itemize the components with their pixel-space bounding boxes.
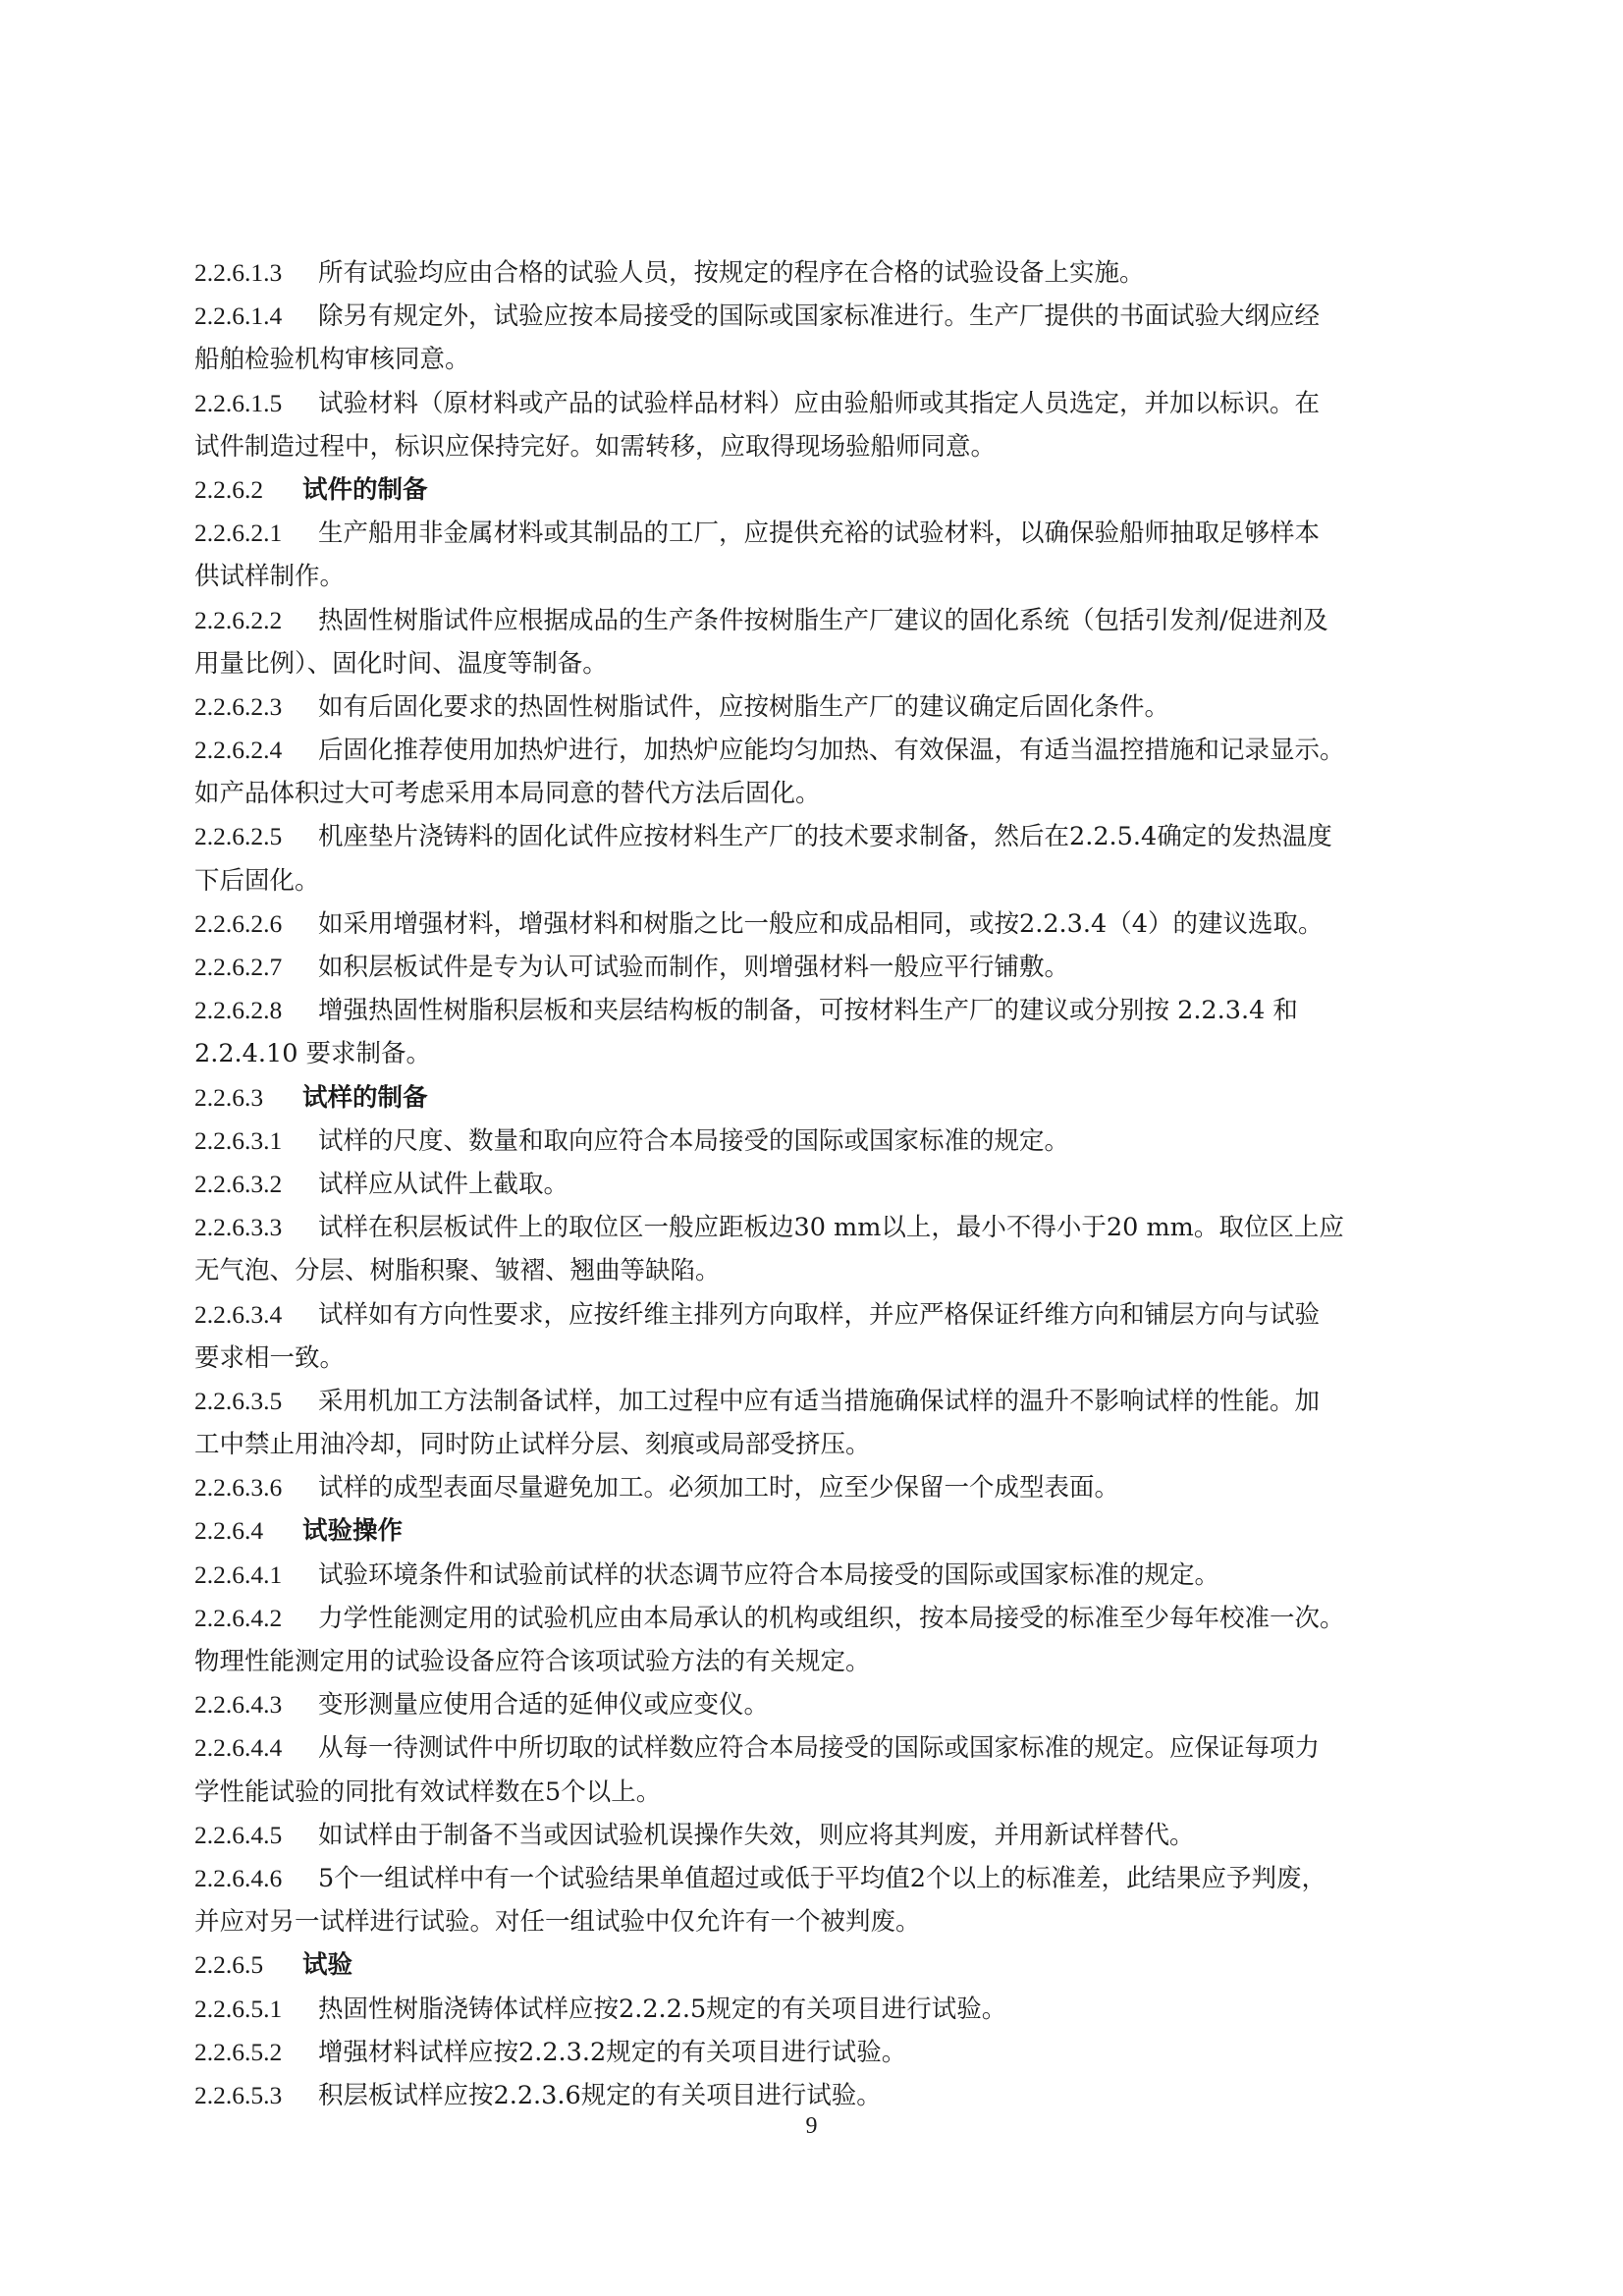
clause-continuation [194,1249,1453,1292]
clause-text: 采用机加工方法制备试样，加工过程中应有适当措施确保试样的温升不影响试样的性能。加 [318,1386,1321,1416]
clause-text: 试件制造过程中，标识应保持完好。如需转移，应取得现场验船师同意。 [194,431,997,462]
clause-line [194,1206,1453,1249]
clause-number: 2.2.6.3.6 [194,1473,283,1503]
clause-text: 无气泡、分层、树脂积聚、皱褶、翘曲等缺陷。 [194,1256,721,1286]
clause-line [194,2031,1453,2074]
section-number: 2.2.6.4 [194,1516,264,1546]
clause-line [194,1726,1453,1770]
clause-text: 物理性能测定用的试验设备应符合该项试验方法的有关规定。 [194,1647,871,1676]
clause-text: 试样如有方向性要求，应按纤维主排列方向取样，并应严格保证纤维方向和铺层方向与试验 [318,1299,1321,1330]
clause-text: 生产船用非金属材料或其制品的工厂，应提供充裕的试验材料，以确保验船师抽取足够样本 [318,519,1321,549]
section-number: 2.2.6.2 [194,474,264,504]
clause-number: 2.2.6.4.1 [194,1559,283,1589]
clause-text: 用量比例）、固化时间、温度等制备。 [194,648,608,679]
clause-line [194,989,1453,1032]
clause-text: 如试样由于制备不当或因试验机误操作失效，则应将其判废，并用新试样替代。 [318,1820,1195,1850]
clause-line [194,1293,1453,1337]
clause-text: 试验环境条件和试验前试样的状态调节应符合本局接受的国际或国家标准的规定。 [318,1559,1220,1590]
clause-continuation [194,1032,1453,1075]
clause-number: 2.2.6.2.8 [194,996,283,1025]
clause-text: 工中禁止用油冷却，同时防止试样分层、刻痕或局部受挤压。 [194,1430,871,1460]
clause-continuation [194,425,1453,468]
section-heading [194,468,1453,512]
clause-continuation [194,555,1453,598]
clause-line [194,295,1453,338]
clause-text: 试验材料（原材料或产品的试验样品材料）应由验船师或其指定人员选定，并加以标识。在 [318,388,1321,418]
clause-number: 2.2.6.2.1 [194,519,283,548]
clause-continuation [194,642,1453,685]
clause-number: 2.2.6.2.4 [194,736,283,765]
clause-line [194,1988,1453,2031]
section-heading [194,1509,1453,1553]
clause-text: 增强热固性树脂积层板和夹层结构板的制备，可按材料生产厂的建议或分别按 2.2.3.4 和 [318,996,1298,1026]
clause-text: 试样的尺度、数量和取向应符合本局接受的国际或国家标准的规定。 [318,1125,1070,1156]
clause-continuation [194,772,1453,815]
clause-continuation [194,1337,1453,1380]
clause-number: 2.2.6.3.3 [194,1213,283,1242]
clause-line [194,729,1453,772]
clause-line [194,1814,1453,1857]
clause-continuation [194,859,1453,902]
clause-number: 2.2.6.4.2 [194,1603,283,1632]
clause-line [194,1466,1453,1509]
clause-text: 如采用增强材料，增强材料和树脂之比一般应和成品相同，或按2.2.3.4（4）的建议选取。 [318,908,1324,939]
clause-number: 2.2.6.1.3 [194,258,283,287]
clause-number: 2.2.6.5.1 [194,1994,283,2023]
clause-line [194,1380,1453,1423]
clause-text: 后固化推荐使用加热炉进行，加热炉应能均匀加热、有效保温，有适当温控措施和记录显示。 [318,736,1345,766]
section-title: 试样的制备 [302,1082,428,1113]
clause-number: 2.2.6.2.6 [194,908,283,938]
clause-line [194,1597,1453,1640]
clause-text: 如产品体积过大可考虑采用本局同意的替代方法后固化。 [194,779,821,809]
clause-text: 力学性能测定用的试验机应由本局承认的机构或组织，按本局接受的标准至少每年校准一次。 [318,1603,1345,1633]
section-title: 试验 [302,1950,353,1981]
clause-line [194,2074,1453,2117]
clause-line [194,382,1453,425]
clause-continuation [194,1640,1453,1683]
clause-text: 积层板试样应按2.2.3.6规定的有关项目进行试验。 [318,2080,882,2110]
section-number: 2.2.6.5 [194,1950,264,1980]
clause-line [194,1554,1453,1597]
clause-text: 增强材料试样应按2.2.3.2规定的有关项目进行试验。 [318,2037,907,2067]
clause-number: 2.2.6.4.4 [194,1733,283,1763]
section-number: 2.2.6.3 [194,1082,264,1112]
clause-number: 2.2.6.4.6 [194,1863,283,1892]
clause-text: 热固性树脂浇铸体试样应按2.2.2.5规定的有关项目进行试验。 [318,1994,1007,2024]
clause-continuation [194,1771,1453,1814]
section-title: 试件的制备 [302,474,428,505]
document-body [194,251,1453,2117]
clause-continuation [194,1900,1453,1943]
section-heading [194,1076,1453,1120]
clause-text: 船舶检验机构审核同意。 [194,345,470,375]
clause-number: 2.2.6.2.7 [194,953,283,981]
clause-text: 机座垫片浇铸料的固化试件应按材料生产厂的技术要求制备，然后在2.2.5.4确定的发热温度 [318,822,1332,852]
clause-number: 2.2.6.5.3 [194,2080,283,2109]
clause-text: 所有试验均应由合格的试验人员，按规定的程序在合格的试验设备上实施。 [318,258,1145,288]
clause-text: 5个一组试样中有一个试验结果单值超过或低于平均值2个以上的标准差，此结果应予判废， [318,1863,1326,1893]
clause-line [194,512,1453,555]
clause-line [194,1857,1453,1900]
clause-line [194,815,1453,858]
clause-text: 下后固化。 [194,865,320,896]
section-title: 试验操作 [302,1516,404,1547]
clause-text: 如有后固化要求的热固性树脂试件，应按树脂生产厂的建议确定后固化条件。 [318,691,1170,722]
clause-text: 2.2.4.10 要求制备。 [194,1039,432,1069]
page-number: 9 [805,2113,818,2139]
clause-text: 试样的成型表面尽量避免加工。必须加工时，应至少保留一个成型表面。 [318,1473,1120,1503]
clause-text: 如积层板试件是专为认可试验而制作，则增强材料一般应平行铺敷。 [318,953,1070,982]
section-heading [194,1943,1453,1987]
clause-number: 2.2.6.3.2 [194,1169,283,1198]
clause-number: 2.2.6.4.5 [194,1820,283,1849]
clause-number: 2.2.6.3.5 [194,1386,283,1415]
clause-text: 变形测量应使用合适的延伸仪或应变仪。 [318,1690,770,1721]
clause-line [194,599,1453,642]
clause-number: 2.2.6.2.2 [194,605,283,634]
clause-text: 从每一待测试件中所切取的试样数应符合本局接受的国际或国家标准的规定。应保证每项力 [318,1733,1321,1764]
clause-text: 除另有规定外，试验应按本局接受的国际或国家标准进行。生产厂提供的书面试验大纲应经 [318,301,1321,332]
clause-number: 2.2.6.2.5 [194,822,283,851]
clause-text: 试样在积层板试件上的取位区一般应距板边30 mm以上，最小不得小于20 mm。取位区上应 [318,1213,1344,1243]
clause-number: 2.2.6.3.1 [194,1125,283,1155]
clause-continuation [194,338,1453,381]
clause-number: 2.2.6.1.4 [194,301,283,331]
clause-text: 热固性树脂试件应根据成品的生产条件按树脂生产厂建议的固化系统（包括引发剂/促进剂及 [318,605,1328,635]
clause-number: 2.2.6.2.3 [194,691,283,721]
clause-line [194,685,1453,729]
clause-number: 2.2.6.3.4 [194,1299,283,1329]
clause-line [194,1120,1453,1163]
clause-continuation [194,1423,1453,1466]
clause-line [194,946,1453,989]
clause-number: 2.2.6.5.2 [194,2037,283,2066]
clause-number: 2.2.6.4.3 [194,1690,283,1720]
clause-text: 并应对另一试样进行试验。对任一组试验中仅允许有一个被判废。 [194,1907,921,1938]
clause-text: 学性能试验的同批有效试样数在5个以上。 [194,1777,662,1807]
clause-text: 试样应从试件上截取。 [318,1169,569,1199]
clause-line [194,1163,1453,1206]
clause-text: 供试样制作。 [194,562,346,592]
clause-line [194,251,1453,295]
clause-line [194,902,1453,946]
clause-line [194,1683,1453,1726]
clause-text: 要求相一致。 [194,1342,346,1373]
clause-number: 2.2.6.1.5 [194,388,283,417]
